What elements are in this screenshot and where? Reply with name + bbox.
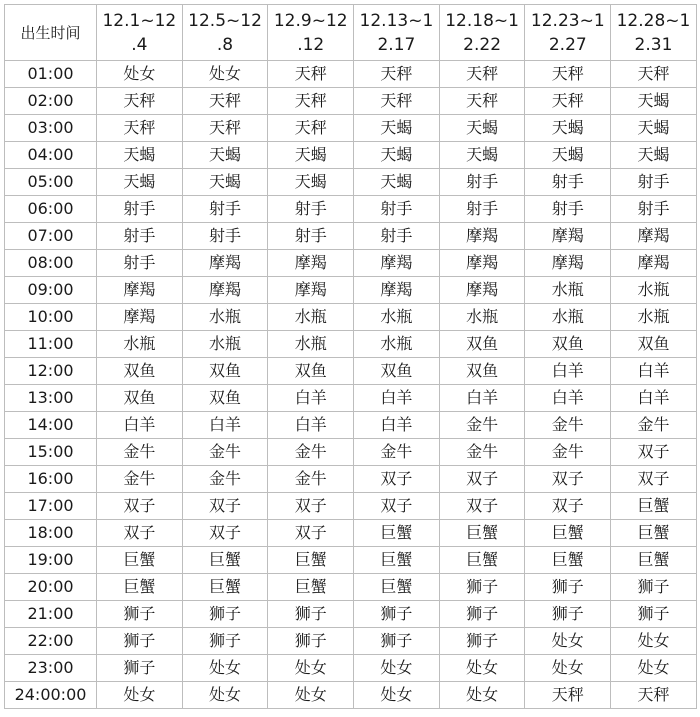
- header-line-1: 12.23~1: [530, 10, 605, 31]
- zodiac-sign-cell: 天秤: [439, 61, 525, 88]
- zodiac-sign-cell: 白羊: [268, 412, 354, 439]
- header-line-2: 2.22: [463, 34, 502, 55]
- zodiac-sign-cell: 射手: [525, 196, 611, 223]
- zodiac-sign-cell: 双鱼: [439, 331, 525, 358]
- zodiac-sign-cell: 狮子: [354, 601, 440, 628]
- header-line-1: 12.13~1: [359, 10, 434, 31]
- zodiac-sign-cell: 狮子: [182, 628, 268, 655]
- header-line-1: 12.5~12: [188, 10, 262, 31]
- zodiac-sign-cell: 金牛: [97, 466, 183, 493]
- birth-time-cell: 03:00: [5, 115, 97, 142]
- zodiac-sign-cell: 射手: [611, 196, 697, 223]
- zodiac-sign-cell: 天蝎: [439, 115, 525, 142]
- zodiac-sign-cell: 天蝎: [525, 142, 611, 169]
- header-line-2: 2.31: [634, 34, 673, 55]
- zodiac-sign-cell: 处女: [182, 682, 268, 709]
- zodiac-sign-cell: 巨蟹: [268, 574, 354, 601]
- zodiac-sign-cell: 摩羯: [525, 223, 611, 250]
- zodiac-sign-cell: 双子: [611, 439, 697, 466]
- zodiac-sign-cell: 水瓶: [97, 331, 183, 358]
- zodiac-sign-cell: 狮子: [525, 574, 611, 601]
- header-birth-time: 出生时间: [5, 5, 97, 61]
- zodiac-sign-cell: 双鱼: [182, 358, 268, 385]
- zodiac-sign-cell: 射手: [97, 223, 183, 250]
- zodiac-sign-cell: 天秤: [525, 682, 611, 709]
- table-row: [5, 358, 697, 385]
- zodiac-sign-cell: 水瓶: [268, 304, 354, 331]
- table-body: [5, 61, 697, 709]
- birth-time-cell: 02:00: [5, 88, 97, 115]
- birth-time-cell: 04:00: [5, 142, 97, 169]
- zodiac-sign-cell: 双子: [268, 493, 354, 520]
- zodiac-sign-cell: 天秤: [182, 88, 268, 115]
- header-line-1: 12.28~1: [616, 10, 691, 31]
- zodiac-sign-cell: 巨蟹: [354, 574, 440, 601]
- zodiac-sign-cell: 摩羯: [268, 277, 354, 304]
- table-row: [5, 169, 697, 196]
- birth-time-cell: 01:00: [5, 61, 97, 88]
- zodiac-sign-cell: 天蝎: [182, 142, 268, 169]
- birth-time-cell: 16:00: [5, 466, 97, 493]
- zodiac-sign-cell: 金牛: [97, 439, 183, 466]
- zodiac-sign-cell: 巨蟹: [354, 547, 440, 574]
- zodiac-sign-cell: 双子: [97, 520, 183, 547]
- zodiac-sign-cell: 摩羯: [97, 304, 183, 331]
- birth-time-cell: 11:00: [5, 331, 97, 358]
- header-line-2: .8: [216, 34, 234, 55]
- zodiac-sign-cell: 天秤: [268, 88, 354, 115]
- table-row: [5, 520, 697, 547]
- header-line-1: 12.1~12: [102, 10, 177, 31]
- zodiac-sign-cell: 双子: [611, 466, 697, 493]
- zodiac-sign-cell: 天蝎: [611, 88, 697, 115]
- zodiac-sign-cell: 天蝎: [611, 142, 697, 169]
- zodiac-sign-cell: 摩羯: [354, 250, 440, 277]
- zodiac-sign-cell: 双子: [439, 466, 525, 493]
- zodiac-sign-cell: 白羊: [611, 358, 697, 385]
- zodiac-sign-cell: 巨蟹: [97, 574, 183, 601]
- zodiac-sign-cell: 双子: [525, 466, 611, 493]
- zodiac-sign-cell: 水瓶: [182, 304, 268, 331]
- zodiac-sign-cell: 狮子: [268, 601, 354, 628]
- zodiac-sign-cell: 水瓶: [525, 304, 611, 331]
- birth-time-cell: 07:00: [5, 223, 97, 250]
- zodiac-sign-cell: 天秤: [439, 88, 525, 115]
- zodiac-sign-cell: 白羊: [354, 412, 440, 439]
- header-line-2: 2.17: [377, 34, 416, 55]
- zodiac-sign-cell: 白羊: [182, 412, 268, 439]
- zodiac-sign-cell: 巨蟹: [268, 547, 354, 574]
- table-row: [5, 574, 697, 601]
- zodiac-sign-cell: 巨蟹: [97, 547, 183, 574]
- zodiac-sign-cell: 射手: [182, 223, 268, 250]
- table-row: [5, 628, 697, 655]
- zodiac-sign-cell: 摩羯: [354, 277, 440, 304]
- header-line-2: 2.27: [548, 34, 587, 55]
- zodiac-sign-cell: 巨蟹: [611, 493, 697, 520]
- header-line-1: 12.9~12: [273, 10, 348, 31]
- zodiac-sign-cell: 处女: [439, 682, 525, 709]
- zodiac-sign-cell: 狮子: [97, 628, 183, 655]
- header-date-range: [611, 5, 697, 61]
- zodiac-sign-cell: 水瓶: [182, 331, 268, 358]
- zodiac-sign-cell: 双鱼: [525, 331, 611, 358]
- birth-time-cell: 22:00: [5, 628, 97, 655]
- zodiac-sign-cell: 狮子: [439, 574, 525, 601]
- zodiac-sign-cell: 处女: [611, 655, 697, 682]
- zodiac-sign-cell: 白羊: [439, 385, 525, 412]
- zodiac-sign-cell: 狮子: [97, 655, 183, 682]
- birth-time-cell: 23:00: [5, 655, 97, 682]
- zodiac-sign-cell: 双鱼: [439, 358, 525, 385]
- zodiac-sign-cell: 天秤: [354, 88, 440, 115]
- zodiac-sign-cell: 摩羯: [439, 250, 525, 277]
- birth-time-cell: 19:00: [5, 547, 97, 574]
- zodiac-sign-cell: 金牛: [354, 439, 440, 466]
- birth-time-cell: 21:00: [5, 601, 97, 628]
- zodiac-sign-cell: 水瓶: [439, 304, 525, 331]
- header-date-range: [439, 5, 525, 61]
- zodiac-sign-cell: 金牛: [525, 439, 611, 466]
- zodiac-sign-cell: 天秤: [97, 115, 183, 142]
- zodiac-sign-cell: 处女: [97, 682, 183, 709]
- birth-time-cell: 18:00: [5, 520, 97, 547]
- zodiac-sign-cell: 狮子: [439, 601, 525, 628]
- zodiac-sign-cell: 射手: [97, 250, 183, 277]
- zodiac-sign-cell: 金牛: [268, 439, 354, 466]
- zodiac-sign-cell: 金牛: [439, 412, 525, 439]
- table-row: [5, 331, 697, 358]
- zodiac-sign-cell: 处女: [354, 682, 440, 709]
- zodiac-sign-cell: 天蝎: [611, 115, 697, 142]
- zodiac-sign-cell: 巨蟹: [525, 520, 611, 547]
- zodiac-sign-cell: 处女: [611, 628, 697, 655]
- zodiac-sign-cell: 天蝎: [268, 142, 354, 169]
- zodiac-sign-cell: 射手: [182, 196, 268, 223]
- zodiac-sign-cell: 天秤: [525, 88, 611, 115]
- zodiac-sign-cell: 双子: [182, 520, 268, 547]
- zodiac-sign-cell: 巨蟹: [525, 547, 611, 574]
- header-date-range: [525, 5, 611, 61]
- zodiac-sign-cell: 摩羯: [439, 277, 525, 304]
- birth-time-cell: 24:00:00: [5, 682, 97, 709]
- zodiac-sign-cell: 处女: [268, 682, 354, 709]
- header-line-2: .12: [297, 34, 325, 55]
- zodiac-sign-cell: 狮子: [182, 601, 268, 628]
- zodiac-sign-cell: 双鱼: [354, 358, 440, 385]
- zodiac-sign-cell: 处女: [268, 655, 354, 682]
- zodiac-sign-cell: 狮子: [439, 628, 525, 655]
- zodiac-sign-cell: 天秤: [268, 61, 354, 88]
- zodiac-sign-cell: 处女: [439, 655, 525, 682]
- birth-time-cell: 20:00: [5, 574, 97, 601]
- zodiac-sign-cell: 处女: [525, 628, 611, 655]
- zodiac-sign-cell: 射手: [354, 223, 440, 250]
- header-date-range: [97, 5, 183, 61]
- table-row: [5, 655, 697, 682]
- zodiac-sign-cell: 射手: [354, 196, 440, 223]
- zodiac-sign-cell: 射手: [268, 223, 354, 250]
- birth-time-zodiac-table: [4, 4, 697, 709]
- zodiac-sign-cell: 狮子: [611, 601, 697, 628]
- zodiac-sign-cell: 巨蟹: [439, 547, 525, 574]
- zodiac-sign-cell: 金牛: [611, 412, 697, 439]
- zodiac-sign-cell: 天蝎: [182, 169, 268, 196]
- table-row: [5, 88, 697, 115]
- zodiac-sign-cell: 双鱼: [611, 331, 697, 358]
- zodiac-sign-cell: 水瓶: [611, 304, 697, 331]
- zodiac-sign-cell: 摩羯: [525, 250, 611, 277]
- zodiac-sign-cell: 摩羯: [182, 250, 268, 277]
- zodiac-sign-cell: 双子: [268, 520, 354, 547]
- zodiac-sign-cell: 天秤: [354, 61, 440, 88]
- birth-time-cell: 15:00: [5, 439, 97, 466]
- zodiac-sign-cell: 天秤: [182, 115, 268, 142]
- zodiac-sign-cell: 金牛: [268, 466, 354, 493]
- birth-time-cell: 17:00: [5, 493, 97, 520]
- zodiac-sign-cell: 天秤: [97, 88, 183, 115]
- zodiac-sign-cell: 巨蟹: [354, 520, 440, 547]
- zodiac-sign-cell: 处女: [182, 61, 268, 88]
- zodiac-sign-cell: 水瓶: [354, 331, 440, 358]
- table-row: [5, 682, 697, 709]
- table-row: [5, 412, 697, 439]
- header-date-range: [182, 5, 268, 61]
- table-row: [5, 250, 697, 277]
- zodiac-sign-cell: 射手: [439, 169, 525, 196]
- table-row: [5, 142, 697, 169]
- zodiac-sign-cell: 摩羯: [439, 223, 525, 250]
- zodiac-sign-cell: 双鱼: [97, 385, 183, 412]
- zodiac-sign-cell: 天蝎: [354, 169, 440, 196]
- zodiac-sign-cell: 水瓶: [611, 277, 697, 304]
- table-row: [5, 601, 697, 628]
- table-row: [5, 115, 697, 142]
- table-row: [5, 61, 697, 88]
- zodiac-sign-cell: 天秤: [268, 115, 354, 142]
- zodiac-sign-cell: 处女: [97, 61, 183, 88]
- zodiac-sign-cell: 狮子: [97, 601, 183, 628]
- table-row: [5, 385, 697, 412]
- zodiac-sign-cell: 天蝎: [97, 169, 183, 196]
- zodiac-sign-cell: 双子: [97, 493, 183, 520]
- zodiac-sign-cell: 射手: [439, 196, 525, 223]
- zodiac-sign-cell: 水瓶: [525, 277, 611, 304]
- zodiac-sign-cell: 双子: [182, 493, 268, 520]
- header-date-range: [354, 5, 440, 61]
- table-row: [5, 439, 697, 466]
- zodiac-sign-cell: 射手: [525, 169, 611, 196]
- zodiac-sign-cell: 天蝎: [354, 115, 440, 142]
- zodiac-sign-cell: 双子: [439, 493, 525, 520]
- zodiac-sign-cell: 摩羯: [182, 277, 268, 304]
- zodiac-sign-cell: 天蝎: [97, 142, 183, 169]
- birth-time-cell: 12:00: [5, 358, 97, 385]
- zodiac-sign-cell: 白羊: [525, 385, 611, 412]
- zodiac-sign-cell: 白羊: [97, 412, 183, 439]
- table-row: [5, 547, 697, 574]
- zodiac-sign-cell: 天秤: [611, 682, 697, 709]
- zodiac-sign-cell: 处女: [354, 655, 440, 682]
- zodiac-sign-cell: 双鱼: [97, 358, 183, 385]
- zodiac-sign-cell: 天蝎: [525, 115, 611, 142]
- birth-time-cell: 14:00: [5, 412, 97, 439]
- zodiac-sign-cell: 摩羯: [97, 277, 183, 304]
- zodiac-sign-cell: 双鱼: [268, 358, 354, 385]
- zodiac-sign-cell: 巨蟹: [611, 547, 697, 574]
- zodiac-table-container: [4, 4, 696, 709]
- zodiac-sign-cell: 双子: [354, 493, 440, 520]
- zodiac-sign-cell: 金牛: [525, 412, 611, 439]
- header-line-2: .4: [131, 34, 148, 55]
- birth-time-cell: 06:00: [5, 196, 97, 223]
- zodiac-sign-cell: 狮子: [611, 574, 697, 601]
- table-row: [5, 466, 697, 493]
- birth-time-cell: 10:00: [5, 304, 97, 331]
- table-row: [5, 493, 697, 520]
- zodiac-sign-cell: 摩羯: [268, 250, 354, 277]
- zodiac-sign-cell: 天秤: [525, 61, 611, 88]
- header-line-1: 12.18~1: [445, 10, 519, 31]
- zodiac-sign-cell: 双鱼: [182, 385, 268, 412]
- table-row: [5, 304, 697, 331]
- header-row: [5, 5, 697, 61]
- zodiac-sign-cell: 白羊: [525, 358, 611, 385]
- birth-time-cell: 13:00: [5, 385, 97, 412]
- zodiac-sign-cell: 天蝎: [439, 142, 525, 169]
- zodiac-sign-cell: 天秤: [611, 61, 697, 88]
- zodiac-sign-cell: 水瓶: [268, 331, 354, 358]
- zodiac-sign-cell: 金牛: [182, 439, 268, 466]
- zodiac-sign-cell: 摩羯: [611, 250, 697, 277]
- zodiac-sign-cell: 巨蟹: [182, 574, 268, 601]
- zodiac-sign-cell: 处女: [525, 655, 611, 682]
- zodiac-sign-cell: 狮子: [354, 628, 440, 655]
- zodiac-sign-cell: 巨蟹: [611, 520, 697, 547]
- table-row: [5, 223, 697, 250]
- zodiac-sign-cell: 金牛: [439, 439, 525, 466]
- zodiac-sign-cell: 摩羯: [611, 223, 697, 250]
- zodiac-sign-cell: 水瓶: [354, 304, 440, 331]
- zodiac-sign-cell: 双子: [354, 466, 440, 493]
- birth-time-cell: 08:00: [5, 250, 97, 277]
- zodiac-sign-cell: 巨蟹: [182, 547, 268, 574]
- zodiac-sign-cell: 金牛: [182, 466, 268, 493]
- zodiac-sign-cell: 巨蟹: [439, 520, 525, 547]
- birth-time-cell: 09:00: [5, 277, 97, 304]
- table-row: [5, 277, 697, 304]
- zodiac-sign-cell: 射手: [97, 196, 183, 223]
- zodiac-sign-cell: 白羊: [611, 385, 697, 412]
- zodiac-sign-cell: 处女: [182, 655, 268, 682]
- header-date-range: [268, 5, 354, 61]
- zodiac-sign-cell: 天蝎: [354, 142, 440, 169]
- zodiac-sign-cell: 狮子: [525, 601, 611, 628]
- zodiac-sign-cell: 射手: [611, 169, 697, 196]
- birth-time-cell: 05:00: [5, 169, 97, 196]
- zodiac-sign-cell: 射手: [268, 196, 354, 223]
- zodiac-sign-cell: 天蝎: [268, 169, 354, 196]
- table-row: [5, 196, 697, 223]
- zodiac-sign-cell: 狮子: [268, 628, 354, 655]
- zodiac-sign-cell: 白羊: [354, 385, 440, 412]
- zodiac-sign-cell: 白羊: [268, 385, 354, 412]
- zodiac-sign-cell: 双子: [525, 493, 611, 520]
